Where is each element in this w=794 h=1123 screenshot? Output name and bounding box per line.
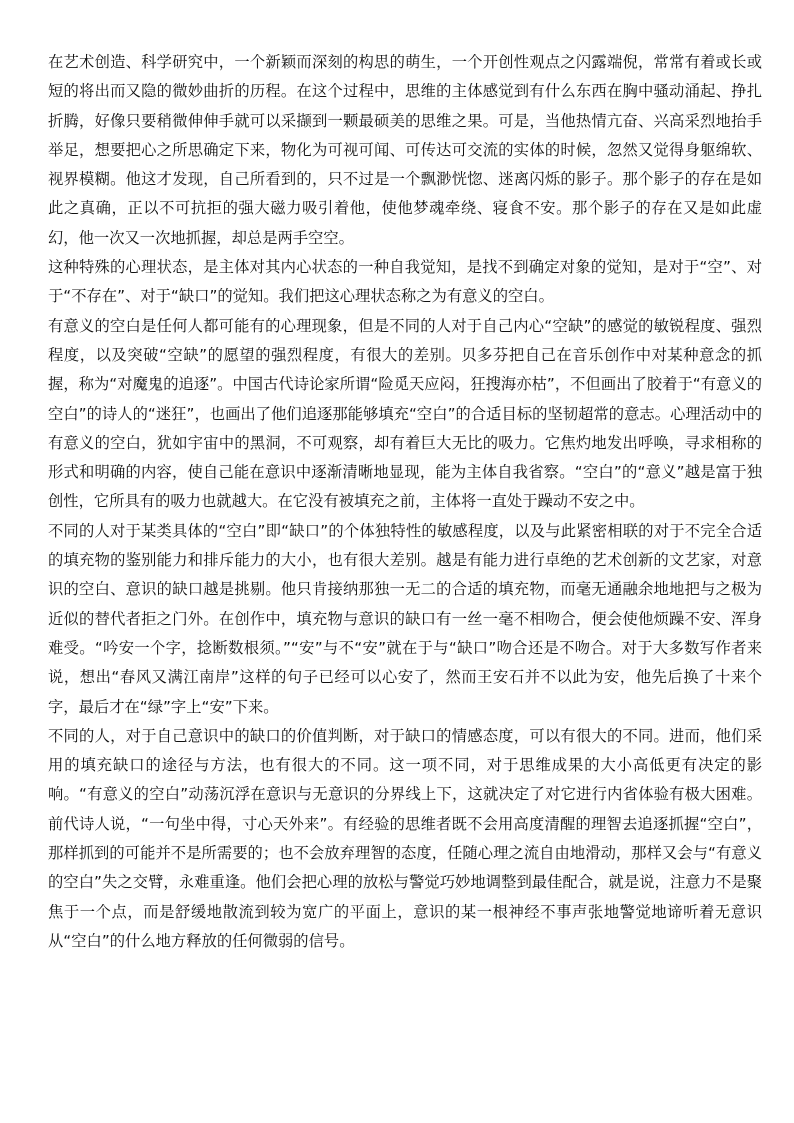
document-body	[48, 48, 762, 956]
paragraph-2: 这种特殊的心理状态，是主体对其内心状态的一种自我觉知，是找不到确定对象的觉知，是对于“空”、对于“不存在”、对于“缺口”的觉知。我们把这心理状态称之为有意义的空白。	[48, 258, 762, 306]
paragraph-5: 不同的人，对于自己意识中的缺口的价值判断，对于缺口的情感态度，可以有很大的不同。进而，他们采用的填充缺口的途径与方法，也有很大的不同。这一项不同，对于思维成果的大小高低更有决定的影响。“有意义的空白”动荡沉浮在意识与无意识的分界线上下，这就决定了对它进行内省体验有极大困难。前代诗人说，“一句坐中得，寸心天外来”。有经验的思维者既不会用高度清醒的理智去追逐抓握“空白”，那样抓到的可能并不是所需要的；也不会放弃理智的态度，任随心理之流自由地滑动，那样又会与“有意义的空白”失之交臂，永难重逢。他们会把心理的放松与警觉巧妙地调整到最佳配合，就是说，注意力不是聚焦于一个点，而是舒缓地散流到较为宽广的平面上，意识的某一根神经不事声张地警觉地谛听着无意识从“空白”的什么地方释放的任何微弱的信号。	[48, 726, 762, 950]
paragraph-4: 不同的人对于某类具体的“空白”即“缺口”的个体独特性的敏感程度，以及与此紧密相联的对于不完全合适的填充物的鉴别能力和排斥能力的大小，也有很大差别。越是有能力进行卓绝的艺术创新的文艺家，对意识的空白、意识的缺口越是挑剔。他只肯接纳那独一无二的合适的填充物，而毫无通融余地地把与之极为近似的替代者拒之门外。在创作中，填充物与意识的缺口有一丝一毫不相吻合，便会使他烦躁不安、浑身难受。“吟安一个字，捻断数根须。”“安”与不“安”就在于与“缺口”吻合还是不吻合。对于大多数写作者来说，想出“春风又满江南岸”这样的句子已经可以心安了，然而王安石并不以此为安，他先后换了十来个字，最后才在“绿”字上“安”下来。	[48, 521, 762, 716]
paragraph-3: 有意义的空白是任何人都可能有的心理现象，但是不同的人对于自己内心“空缺”的感觉的敏锐程度、强烈程度，以及突破“空缺”的愿望的强烈程度，有很大的差别。贝多芬把自己在音乐创作中对某种意念的抓握，称为“对魔鬼的追逐”。中国古代诗论家所谓“险觅天应闷，狂搜海亦枯”，不但画出了胶着于“有意义的空白”的诗人的“迷狂”，也画出了他们追逐那能够填充“空白”的合适目标的坚韧超常的意志。心理活动中的有意义的空白，犹如宇宙中的黑洞，不可观察，却有着巨大无比的吸力。它焦灼地发出呼唤，寻求相称的形式和明确的内容，使自己能在意识中逐渐清晰地显现，能为主体自我省察。“空白”的“意义”越是富于独创性，它所具有的吸力也就越大。在它没有被填充之前，主体将一直处于躁动不安之中。	[48, 316, 762, 511]
paragraph-1: 在艺术创造、科学研究中，一个新颖而深刻的构思的萌生，一个开创性观点之闪露端倪，常常有着或长或短的将出而又隐的微妙曲折的历程。在这个过程中，思维的主体感觉到有什么东西在胸中骚动涌起、挣扎折腾，好像只要稍微伸伸手就可以采撷到一颗最硕美的思维之果。可是，当他热情亢奋、兴高采烈地抬手举足，想要把心之所思确定下来，物化为可视可闻、可传达可交流的实体的时候，忽然又觉得身躯绵软、视界模糊。他这才发现，自己所看到的，只不过是一个飘渺恍惚、迷离闪烁的影子。那个影子的存在是如此之真确，正以不可抗拒的强大磁力吸引着他，使他梦魂牵绕、寝食不安。那个影子的存在又是如此虚幻，他一次又一次地抓握，却总是两手空空。	[48, 53, 762, 247]
